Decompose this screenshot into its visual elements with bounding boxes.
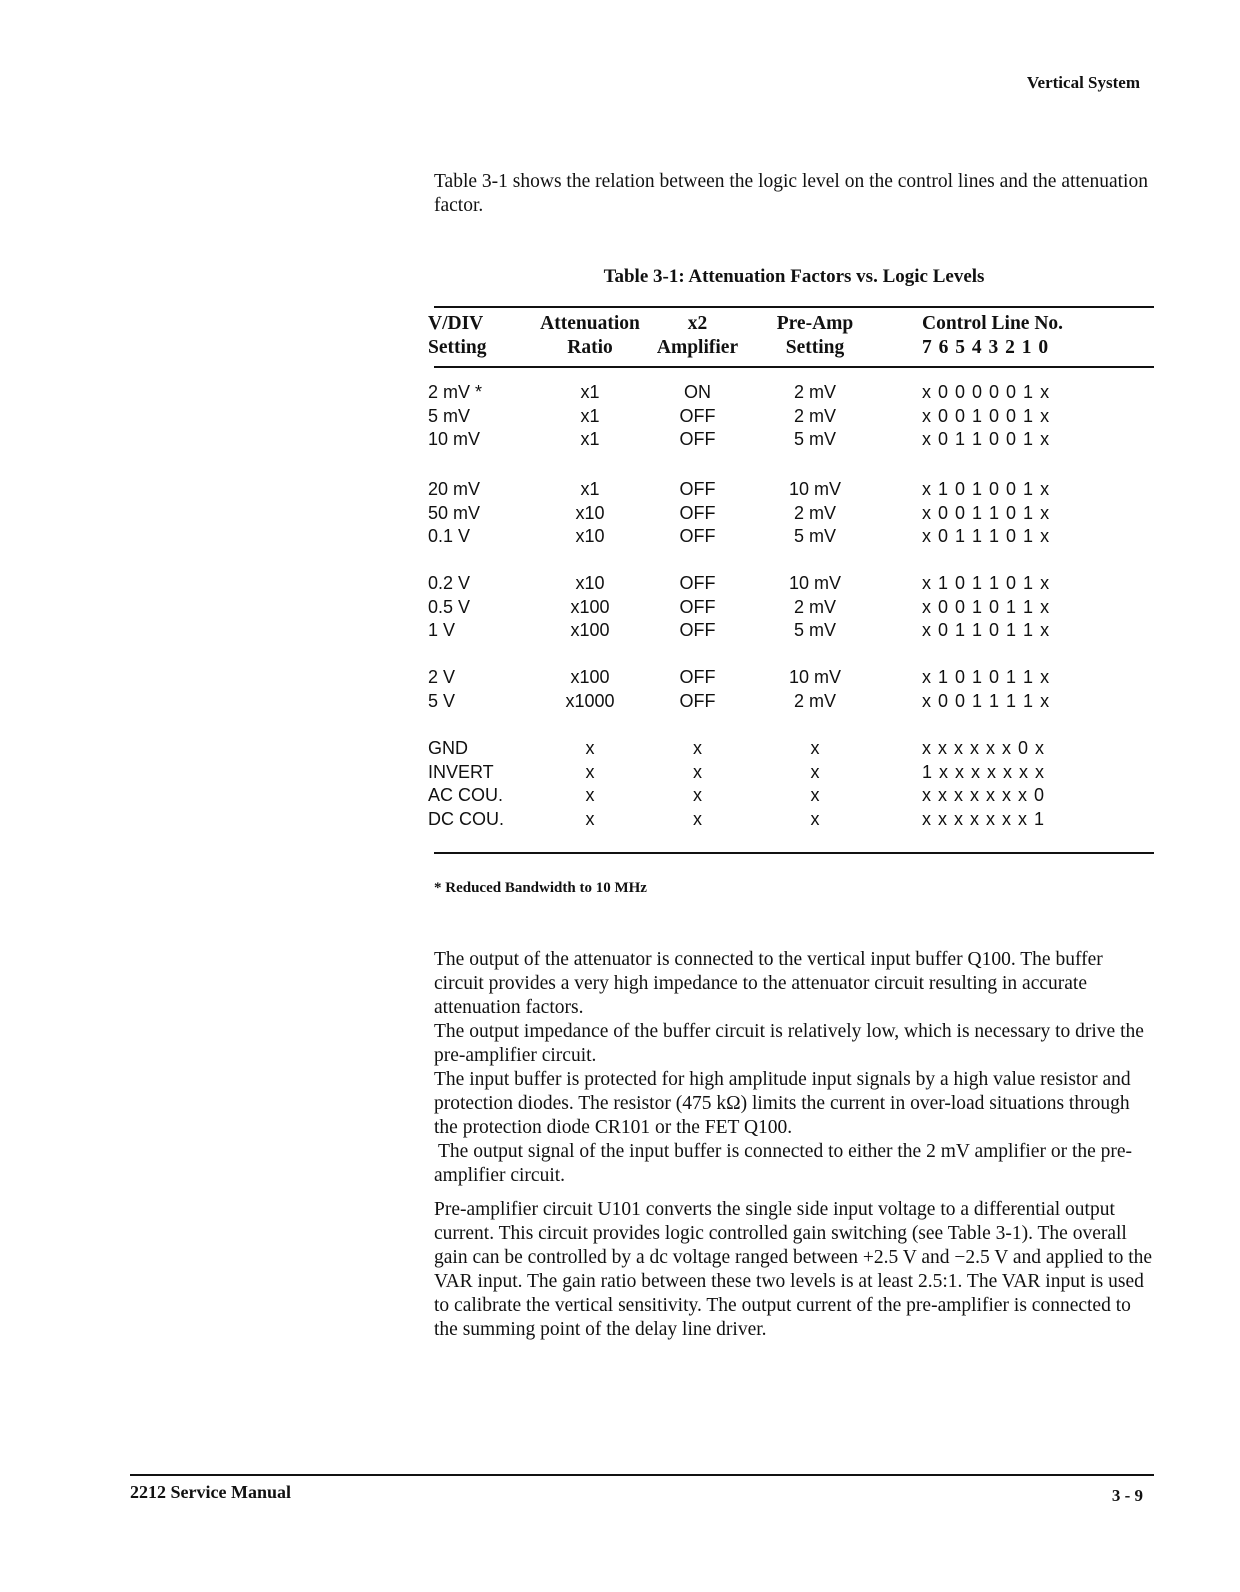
- cell-attenuation: x1: [580, 382, 600, 402]
- cell-control-line: x 0 0 1 0 1 1 x: [922, 596, 1051, 617]
- paragraph: Pre-amplifier circuit U101 converts the single side input voltage to a differential output current. This circuit provides logic controlled gain switching (see Table 3-1). The overall gain can be controlled by a dc voltage ranged between +2.5 V and −2.5 V and applied to the VAR input. The gain ratio between these two levels is at least 2.5:1. The VAR input is used to calibrate the vertical sensitivity. The output current of the pre-amplifier is connected to the summing point of the delay line driver.: [434, 1199, 1153, 1340]
- cell-preamp: x: [810, 808, 820, 829]
- cell-x2-amplifier: x: [693, 785, 702, 805]
- cell-x2-amplifier: OFF: [679, 690, 716, 711]
- cell-attenuation: x10: [575, 526, 605, 546]
- paragraph: The input buffer is protected for high amplitude input signals by a high value resistor and protection diodes. The resistor (475 kΩ) limits the current in over-load situations through the protection diode CR101 or the FET Q100.: [434, 1069, 1131, 1138]
- cell-control-line: x 0 1 1 1 0 1 x: [922, 526, 1051, 546]
- cell-x2-amplifier: OFF: [679, 405, 716, 426]
- cell-control-line: x 1 0 1 0 1 1 x: [922, 667, 1051, 687]
- cell-preamp: 5 mV: [793, 526, 836, 546]
- cell-vdiv: 50 mV: [428, 502, 481, 523]
- cell-control-line: x 0 1 1 0 1 1 x: [922, 620, 1051, 640]
- cell-vdiv: INVERT: [428, 761, 494, 782]
- footer-page-number: 3 - 9: [1111, 1486, 1143, 1505]
- cell-vdiv: 0.2 V: [428, 573, 471, 593]
- cell-attenuation: x100: [570, 620, 610, 640]
- table-title: Table 3-1: Attenuation Factors vs. Logic Levels: [603, 266, 985, 287]
- cell-preamp: 2 mV: [793, 690, 836, 711]
- cell-attenuation: x: [585, 785, 595, 805]
- cell-attenuation: x10: [575, 502, 605, 523]
- table-top-rule: [434, 306, 1154, 308]
- intro-paragraph: Table 3-1 shows the relation between the logic level on the control lines and the attenuation factor.: [434, 171, 1148, 216]
- cell-attenuation: x1: [580, 429, 600, 449]
- cell-preamp: x: [810, 761, 820, 782]
- cell-x2-amplifier: x: [693, 738, 702, 758]
- cell-x2-amplifier: OFF: [679, 573, 716, 593]
- cell-control-line: x x x x x x x 0: [922, 785, 1046, 805]
- body-block-1: [434, 948, 1154, 1188]
- cell-attenuation: x: [585, 808, 595, 829]
- cell-preamp: x: [810, 785, 820, 805]
- footer-rule: [130, 1474, 1154, 1476]
- cell-preamp: 5 mV: [793, 429, 836, 449]
- header-attenuation: Attenuation Ratio: [540, 313, 640, 358]
- cell-x2-amplifier: OFF: [679, 620, 716, 640]
- header-preamp: Pre-Amp Setting: [776, 313, 854, 358]
- cell-preamp: x: [810, 738, 820, 758]
- cell-x2-amplifier: ON: [684, 382, 711, 402]
- cell-control-line: x x x x x x x 1: [922, 808, 1046, 829]
- cell-control-line: 1 x x x x x x x: [922, 761, 1046, 782]
- cell-vdiv: 2 V: [428, 667, 456, 687]
- cell-vdiv: 0.1 V: [428, 526, 471, 546]
- table-bottom-rule: [434, 852, 1154, 854]
- paragraph: The output impedance of the buffer circuit is relatively low, which is necessary to drive the pre-amplifier circuit.: [434, 1021, 1144, 1066]
- cell-attenuation: x100: [570, 667, 610, 687]
- cell-vdiv: 2 mV *: [428, 382, 483, 402]
- cell-preamp: 2 mV: [793, 596, 836, 617]
- cell-preamp: 2 mV: [793, 405, 836, 426]
- cell-control-line: x 0 0 1 1 1 1 x: [922, 690, 1051, 711]
- cell-control-line: x x x x x x 0 x: [922, 738, 1046, 758]
- cell-x2-amplifier: OFF: [679, 526, 716, 546]
- cell-control-line: x 0 1 1 0 0 1 x: [922, 429, 1051, 449]
- cell-control-line: x 1 0 1 1 0 1 x: [922, 573, 1051, 593]
- footer-manual-title: 2212 Service Manual: [130, 1482, 291, 1502]
- cell-attenuation: x1: [580, 479, 600, 499]
- cell-x2-amplifier: OFF: [679, 502, 716, 523]
- cell-control-line: x 0 0 0 0 0 1 x: [922, 382, 1051, 402]
- cell-attenuation: x1000: [565, 690, 615, 711]
- cell-x2-amplifier: OFF: [679, 429, 716, 449]
- cell-x2-amplifier: OFF: [679, 667, 716, 687]
- cell-attenuation: x1: [580, 405, 600, 426]
- cell-preamp: 10 mV: [788, 667, 842, 687]
- cell-vdiv: AC COU.: [428, 785, 504, 805]
- table-footnote: * Reduced Bandwidth to 10 MHz: [434, 880, 647, 896]
- table-header-rule: [434, 366, 1154, 368]
- header-x2-amplifier: x2 Amplifier: [656, 313, 739, 358]
- section-header: Vertical System: [1026, 73, 1140, 92]
- cell-attenuation: x: [585, 738, 595, 758]
- body-block-2: [434, 1198, 1154, 1342]
- cell-preamp: 5 mV: [793, 620, 836, 640]
- cell-preamp: 2 mV: [793, 382, 836, 402]
- cell-attenuation: x10: [575, 573, 605, 593]
- cell-vdiv: 10 mV: [428, 429, 481, 449]
- cell-vdiv: 1 V: [428, 620, 456, 640]
- cell-preamp: 10 mV: [788, 573, 842, 593]
- cell-attenuation: x100: [570, 596, 610, 617]
- cell-x2-amplifier: OFF: [679, 479, 716, 499]
- cell-vdiv: 20 mV: [428, 479, 481, 499]
- cell-attenuation: x: [585, 761, 595, 782]
- cell-vdiv: DC COU.: [428, 808, 504, 829]
- paragraph: The output signal of the input buffer is connected to either the 2 mV amplifier or the pre-amplifier circuit.: [434, 1141, 1133, 1186]
- cell-preamp: 2 mV: [793, 502, 836, 523]
- cell-preamp: 10 mV: [788, 479, 842, 499]
- cell-vdiv: 5 mV: [428, 405, 471, 426]
- cell-control-line: x 1 0 1 0 0 1 x: [922, 479, 1051, 499]
- cell-vdiv: GND: [428, 738, 468, 758]
- cell-vdiv: 5 V: [428, 690, 456, 711]
- header-vdiv: V/DIV Setting: [428, 313, 487, 358]
- paragraph: The output of the attenuator is connected to the vertical input buffer Q100. The buffer circuit provides a very high impedance to the attenuator circuit resulting in accurate attenuation factors.: [434, 949, 1103, 1018]
- header-control-line: Control Line No. 7 6 5 4 3 2 1 0: [922, 313, 1064, 358]
- cell-x2-amplifier: OFF: [679, 596, 716, 617]
- cell-control-line: x 0 0 1 0 0 1 x: [922, 405, 1051, 426]
- cell-x2-amplifier: x: [693, 808, 702, 829]
- cell-x2-amplifier: x: [693, 761, 702, 782]
- cell-control-line: x 0 0 1 1 0 1 x: [922, 502, 1051, 523]
- cell-vdiv: 0.5 V: [428, 596, 471, 617]
